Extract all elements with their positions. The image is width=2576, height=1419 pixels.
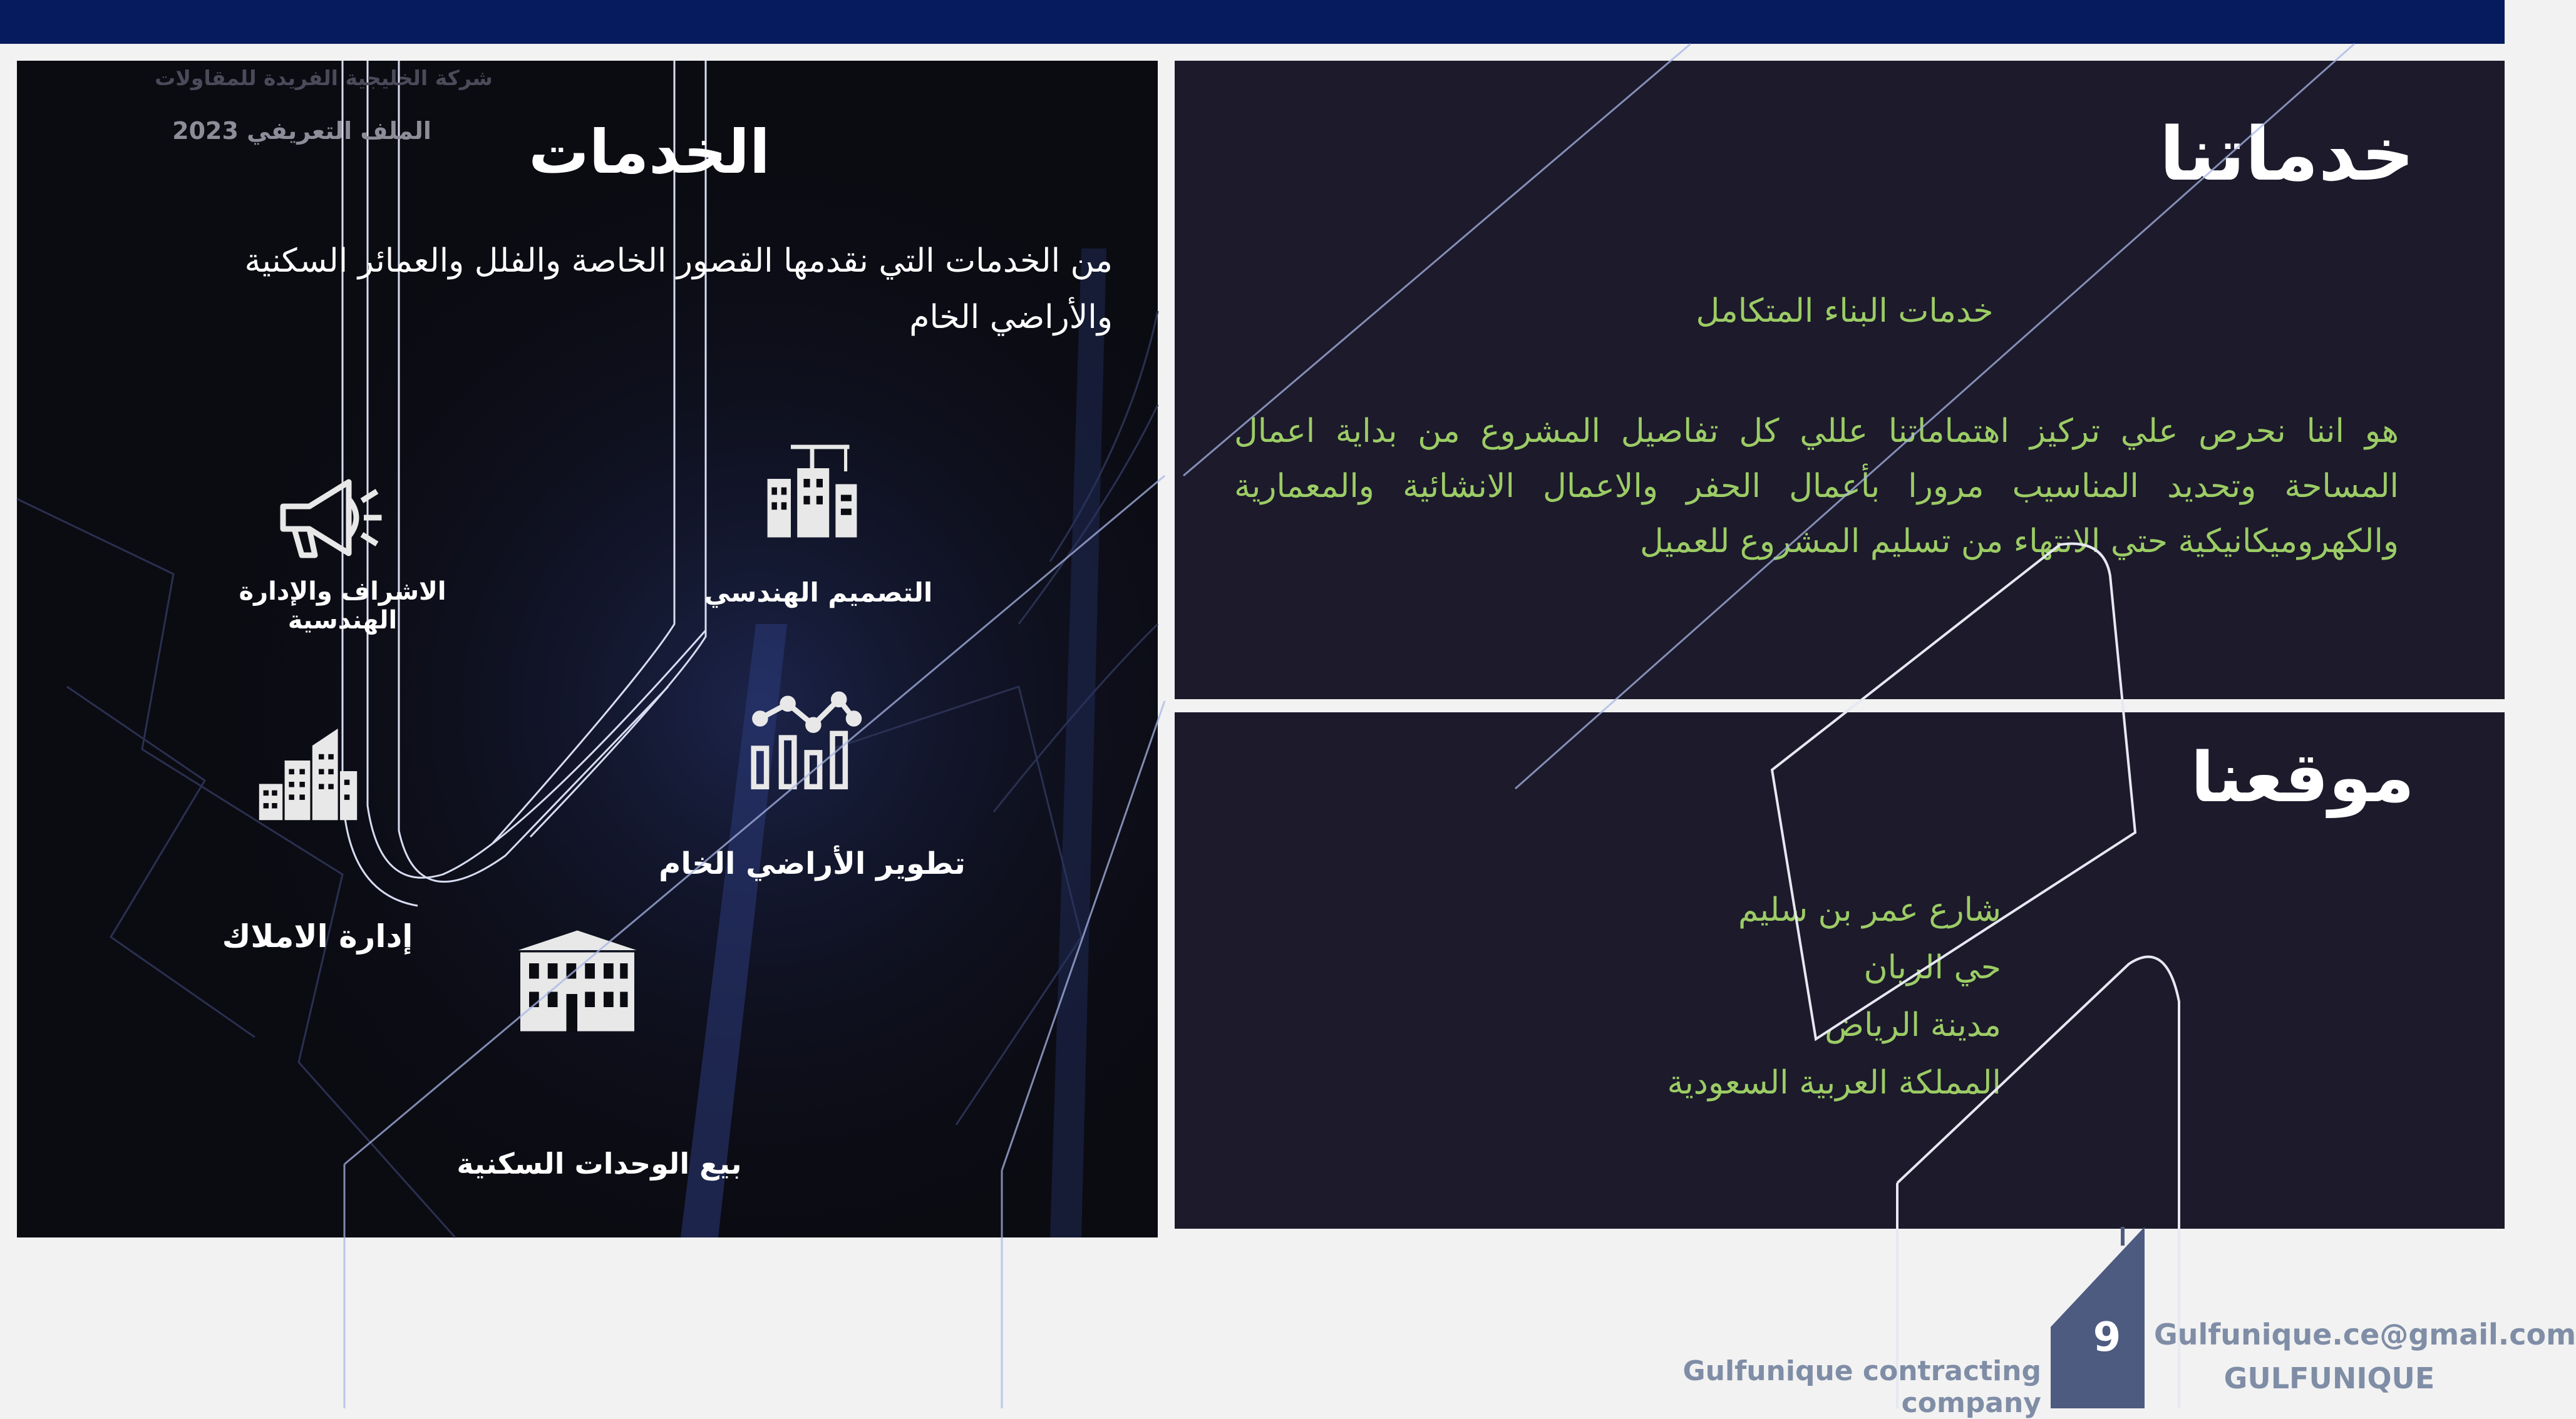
location-title: موقعنا — [2190, 737, 2414, 817]
location-panel — [1175, 712, 2505, 1229]
address-country: المملكة العربية السعودية — [1667, 1064, 2001, 1102]
page-title: الخدمات — [528, 117, 770, 187]
building-crane-icon — [759, 436, 865, 543]
our-services-panel — [1175, 61, 2505, 699]
our-services-body: هو اننا نحرص علي تركيز اهتماماتنا عللي كل تفاصيل المشروع من بداية اعمال المساحة وتحديد المناسيب مرورا بأعمال الحفر والاعمال الانشائية والمعمارية والكهروميكانيكية حتي الانتهاء من تسليم المشروع للعميل — [1234, 412, 2399, 560]
profile-label: الملف التعريفي 2023 — [172, 117, 431, 145]
top-bar — [0, 0, 2505, 44]
services-intro: من الخدمات التي نقدمها القصور الخاصة والفلل والعمائر السكنية والأراضي الخام — [244, 242, 1113, 336]
our-services-title: خدماتنا — [2159, 111, 2414, 197]
our-services-subtitle: خدمات البناء المتكامل — [1696, 292, 1994, 330]
service-label-engineering-design: التصميم الهندسي — [704, 577, 933, 608]
address-city: مدينة الرياض — [1825, 1007, 2001, 1044]
address-block — [1613, 881, 2001, 1112]
service-label-land-development: تطوير الأراضي الخام — [659, 846, 966, 881]
service-label-residential-sale: بيع الوحدات السكنية — [456, 1147, 742, 1181]
services-icons-panel — [17, 61, 1158, 1237]
chart-bars-icon — [746, 687, 865, 793]
footer-company-name: Gulfunique contracting company — [1682, 1355, 2041, 1419]
footer-email[interactable]: Gulfunique.ce@gmail.com — [2154, 1318, 2576, 1351]
address-street: شارع عمر بن سليم — [1738, 891, 2001, 929]
footer-brand: GULFUNIQUE — [2223, 1361, 2435, 1395]
residential-building-icon — [512, 925, 643, 1037]
service-label-property-management: إدارة الاملاك — [222, 918, 413, 955]
page-number: 9 — [2093, 1314, 2121, 1361]
megaphone-icon — [274, 471, 386, 565]
company-name: شركة الخليجية الفريدة للمقاولات — [155, 66, 493, 90]
service-label-supervision: الاشراف والإدارة الهندسية — [239, 577, 446, 635]
address-district: حي الريان — [1863, 949, 2001, 986]
city-buildings-icon — [252, 718, 364, 824]
